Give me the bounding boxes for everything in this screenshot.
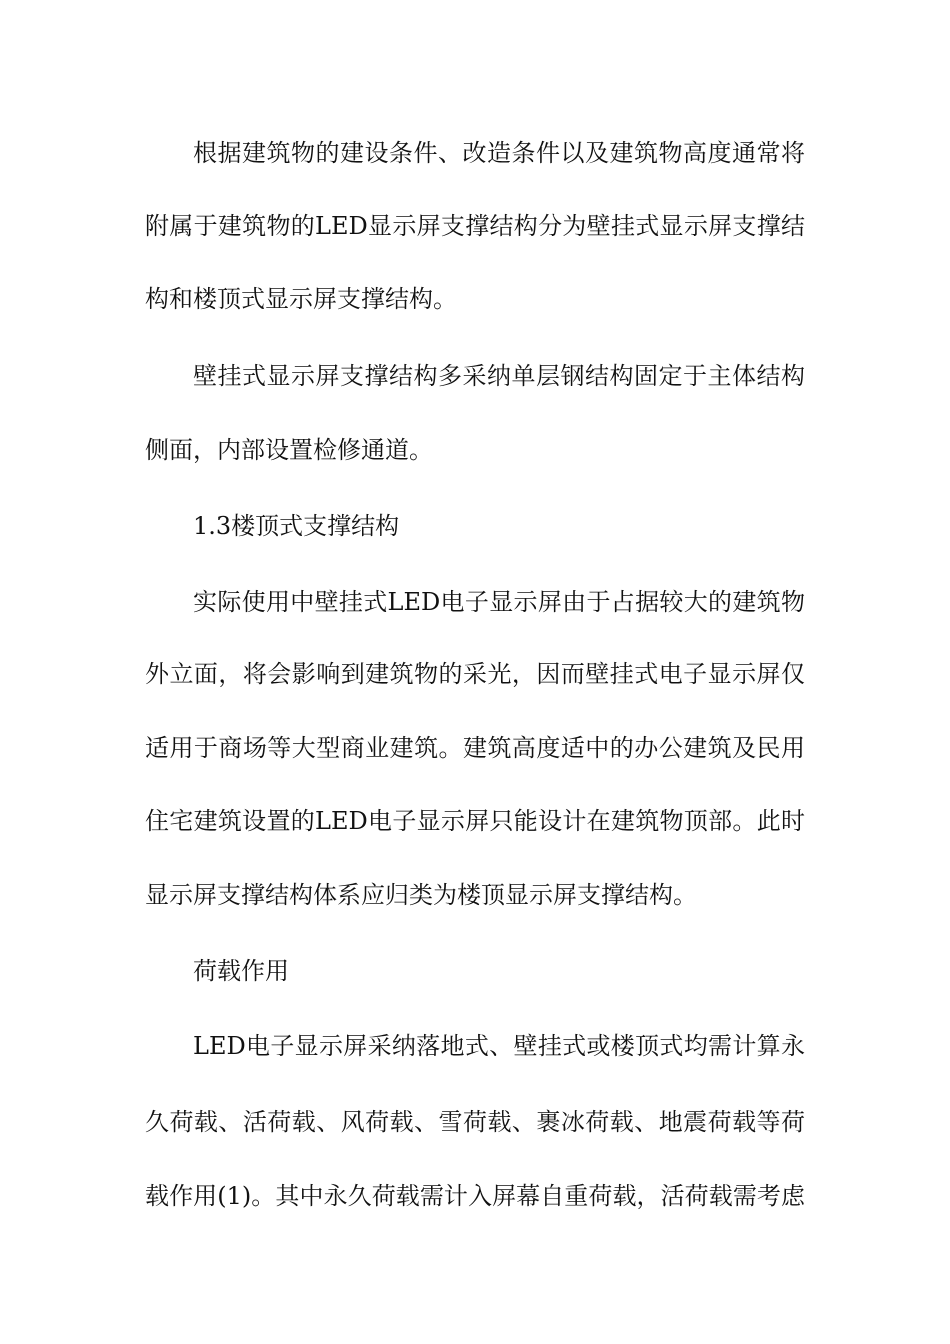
subheading: 荷载作用 [193,957,289,985]
paragraph-2-line-2: 侧面，内部设置检修通道。 [145,436,433,464]
paragraph-1-line-1: 根据建筑物的建设条件、改造条件以及建筑物高度通常将 [193,139,805,167]
section-heading: 1.3楼顶式支撑结构 [193,512,400,540]
paragraph-3-line-1: 实际使用中壁挂式LED电子显示屏由于占据较大的建筑物 [193,588,805,616]
paragraph-1-line-3: 构和楼顶式显示屏支撑结构。 [145,285,457,313]
paragraph-3-line-5: 显示屏支撑结构体系应归类为楼顶显示屏支撑结构。 [145,881,697,909]
paragraph-3-line-2: 外立面，将会影响到建筑物的采光，因而壁挂式电子显示屏仅 [145,660,805,688]
paragraph-4-line-2: 久荷载、活荷载、风荷载、雪荷载、裹冰荷载、地震荷载等荷 [145,1108,805,1136]
paragraph-2-line-1: 壁挂式显示屏支撑结构多采纳单层钢结构固定于主体结构 [193,362,805,390]
paragraph-4-line-3: 载作用(1)。其中永久荷载需计入屏幕自重荷载，活荷载需考虑 [145,1182,805,1210]
paragraph-3-line-4: 住宅建筑设置的LED电子显示屏只能设计在建筑物顶部。此时 [145,807,805,835]
paragraph-1-line-2: 附属于建筑物的LED显示屏支撑结构分为壁挂式显示屏支撑结 [145,212,805,240]
paragraph-4-line-1: LED电子显示屏采纳落地式、壁挂式或楼顶式均需计算永 [193,1032,805,1060]
paragraph-3-line-3: 适用于商场等大型商业建筑。建筑高度适中的办公建筑及民用 [145,734,805,762]
